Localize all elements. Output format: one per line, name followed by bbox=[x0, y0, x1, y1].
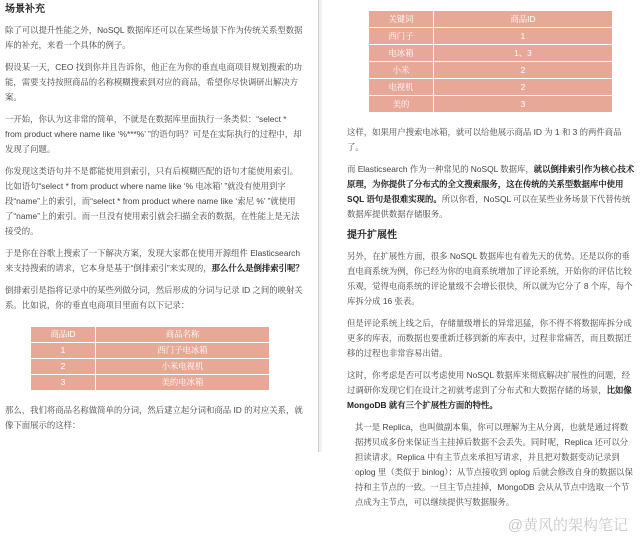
cell: 西门子电冰箱 bbox=[96, 343, 270, 359]
paragraph-text: 于是你在谷歌上搜索了一下解决方案，发现大家都在使用开源组件 Elasticsearch 来支持搜索的请求，它本身是基于“倒排索引”来实现的， bbox=[5, 248, 301, 273]
paragraph: 另外，在扩展性方面，很多 NoSQL 数据库也有着先天的优势。还是以你的垂直电商系统为例，你已经为你的电商系统增加了评论系统，开始你的评估比较乐观，觉得电商系统的评论量级不会增长很快，所以就为它分了 8 个库，每个库拆分成 16 张表。 bbox=[347, 251, 633, 306]
table-row bbox=[369, 79, 613, 96]
bold-text: 比如像 MongoDB 就有三个扩展性方面的特性。 bbox=[347, 385, 632, 410]
table-row bbox=[31, 343, 270, 359]
header-cell: 商品名称 bbox=[96, 327, 270, 343]
cell: 1 bbox=[434, 28, 613, 45]
paragraph bbox=[347, 368, 636, 413]
cell: 电视机 bbox=[369, 79, 434, 96]
paragraph: 但是评论系统上线之后，存储量级增长的异常迅猛，你不得不将数据库拆分成更多的库表，而数据也要重新迁移到新的库表中，过程非常痛苦，而且数据迁移的过程也非常容易出错。 bbox=[347, 318, 632, 358]
cell: 美的电冰箱 bbox=[96, 375, 270, 391]
inverted-index-table bbox=[368, 10, 613, 113]
cell: 3 bbox=[31, 375, 96, 391]
cell: 小米电视机 bbox=[96, 359, 270, 375]
cell: 西门子 bbox=[369, 28, 434, 45]
header-cell: 关键词 bbox=[369, 11, 434, 28]
paragraph-text: 这时，你考虑是否可以考虑使用 NoSQL 数据库来彻底解决扩展性的问题，经过调研你发现它们在设计之初就考虑到了分布式和大数据存储的场景， bbox=[347, 370, 631, 395]
bold-text: 那么什么是倒排索引呢？ bbox=[211, 263, 304, 273]
section-heading: 提升扩展性 bbox=[347, 230, 397, 241]
cell: 1、3 bbox=[434, 45, 613, 62]
table-row bbox=[31, 359, 270, 375]
cell: 1 bbox=[31, 343, 96, 359]
cell: 2 bbox=[434, 62, 613, 79]
paragraph: 倒排索引是指将记录中的某些列做分词，然后形成的分词与记录 ID 之间的映射关系。比如说，你的垂直电商项目里面有以下记录： bbox=[5, 285, 303, 310]
paragraph-text: 你发现这类语句并不是都能使用到索引，只有后模糊匹配的语句才能使用索引。比如语句“select * from product where name like ‘% 电冰箱’ ”就没有使用到字段“name”上的索引，而“select * from product where name like ‘索尼 %’ ”就使用了“name”上的索引。而一旦没有使用索引就会扫描全表的数据，在性能上是无法接受的。 bbox=[5, 166, 300, 236]
bold-text: 就以倒排索引作为核心技术原理，为你提供了分布式的全文搜索服务，这在传统的关系型数据库中使用 SQL 语句是很难实现的。 bbox=[347, 164, 635, 204]
replica-paragraph: 其一是 Replica，也叫做副本集，你可以理解为主从分离，也就是通过将数据拷贝成多份来保证当主挂掉后数据不会丢失。同时呢，Replica 还可以分担读请求。Replica 中有主节点来承担写请求，并且把对数据变动记录到 oplog 里（类似于 binlog）；从节点接收到 oplog 后就会修改自身的数据以保持和主节点的一致。一旦主节点挂掉，MongoDB 会从从节点中选取一个节点成为主节点，可以继续提供写数据服务。 bbox=[355, 422, 633, 507]
table-row bbox=[369, 96, 613, 113]
table-header-row bbox=[31, 327, 270, 343]
header-cell: 商品ID bbox=[434, 11, 613, 28]
product-table bbox=[30, 326, 270, 391]
right-page bbox=[322, 0, 640, 542]
paragraph: 一开始，你认为这非常的简单，不就是在数据库里面执行一条类似：“select * from product where name like ‘%***%’ ”的语句吗？可是在实际执行的过程中，却发现了问题。 bbox=[5, 114, 302, 154]
table-row bbox=[369, 28, 613, 45]
watermark: @黄风的架构笔记 bbox=[507, 517, 628, 534]
cell: 电冰箱 bbox=[369, 45, 434, 62]
left-page bbox=[0, 0, 318, 452]
section-title: 场景补充 bbox=[5, 4, 45, 15]
paragraph bbox=[5, 246, 304, 276]
paragraph-text: 所以你看，NoSQL 可以在某些业务场景下代替传统数据库提供数据存储服务。 bbox=[347, 194, 631, 219]
paragraph: 那么，我们将商品名称做简单的分词，然后建立起分词和商品 ID 的对应关系，就像下面展示的这样： bbox=[5, 405, 303, 430]
table-row bbox=[31, 375, 270, 391]
table-row bbox=[369, 45, 613, 62]
paragraph bbox=[347, 162, 636, 222]
paragraph: 假设某一天，CEO 找到你并且告诉你，他正在为你的垂直电商项目规划搜索的功能，需要支持按照商品的名称模糊搜索到对应的商品，希望你尽快调研出解决方案。 bbox=[5, 62, 302, 102]
cell: 3 bbox=[434, 96, 613, 113]
header-cell: 商品ID bbox=[31, 327, 96, 343]
paragraph: 除了可以提升性能之外，NoSQL 数据库还可以在某些场景下作为传统关系型数据库的补充，来看一个具体的例子。 bbox=[5, 25, 303, 50]
paragraph: 这样，如果用户搜索电冰箱，就可以给他展示商品 ID 为 1 和 3 的两件商品了。 bbox=[347, 127, 622, 152]
table-header-row bbox=[369, 11, 613, 28]
cell: 美的 bbox=[369, 96, 434, 113]
cell: 2 bbox=[434, 79, 613, 96]
table-row bbox=[369, 62, 613, 79]
paragraph-text: 而 Elasticsearch 作为一种常见的 NoSQL 数据库， bbox=[347, 164, 534, 174]
cell: 2 bbox=[31, 359, 96, 375]
cell: 小米 bbox=[369, 62, 434, 79]
paragraph bbox=[5, 164, 304, 239]
